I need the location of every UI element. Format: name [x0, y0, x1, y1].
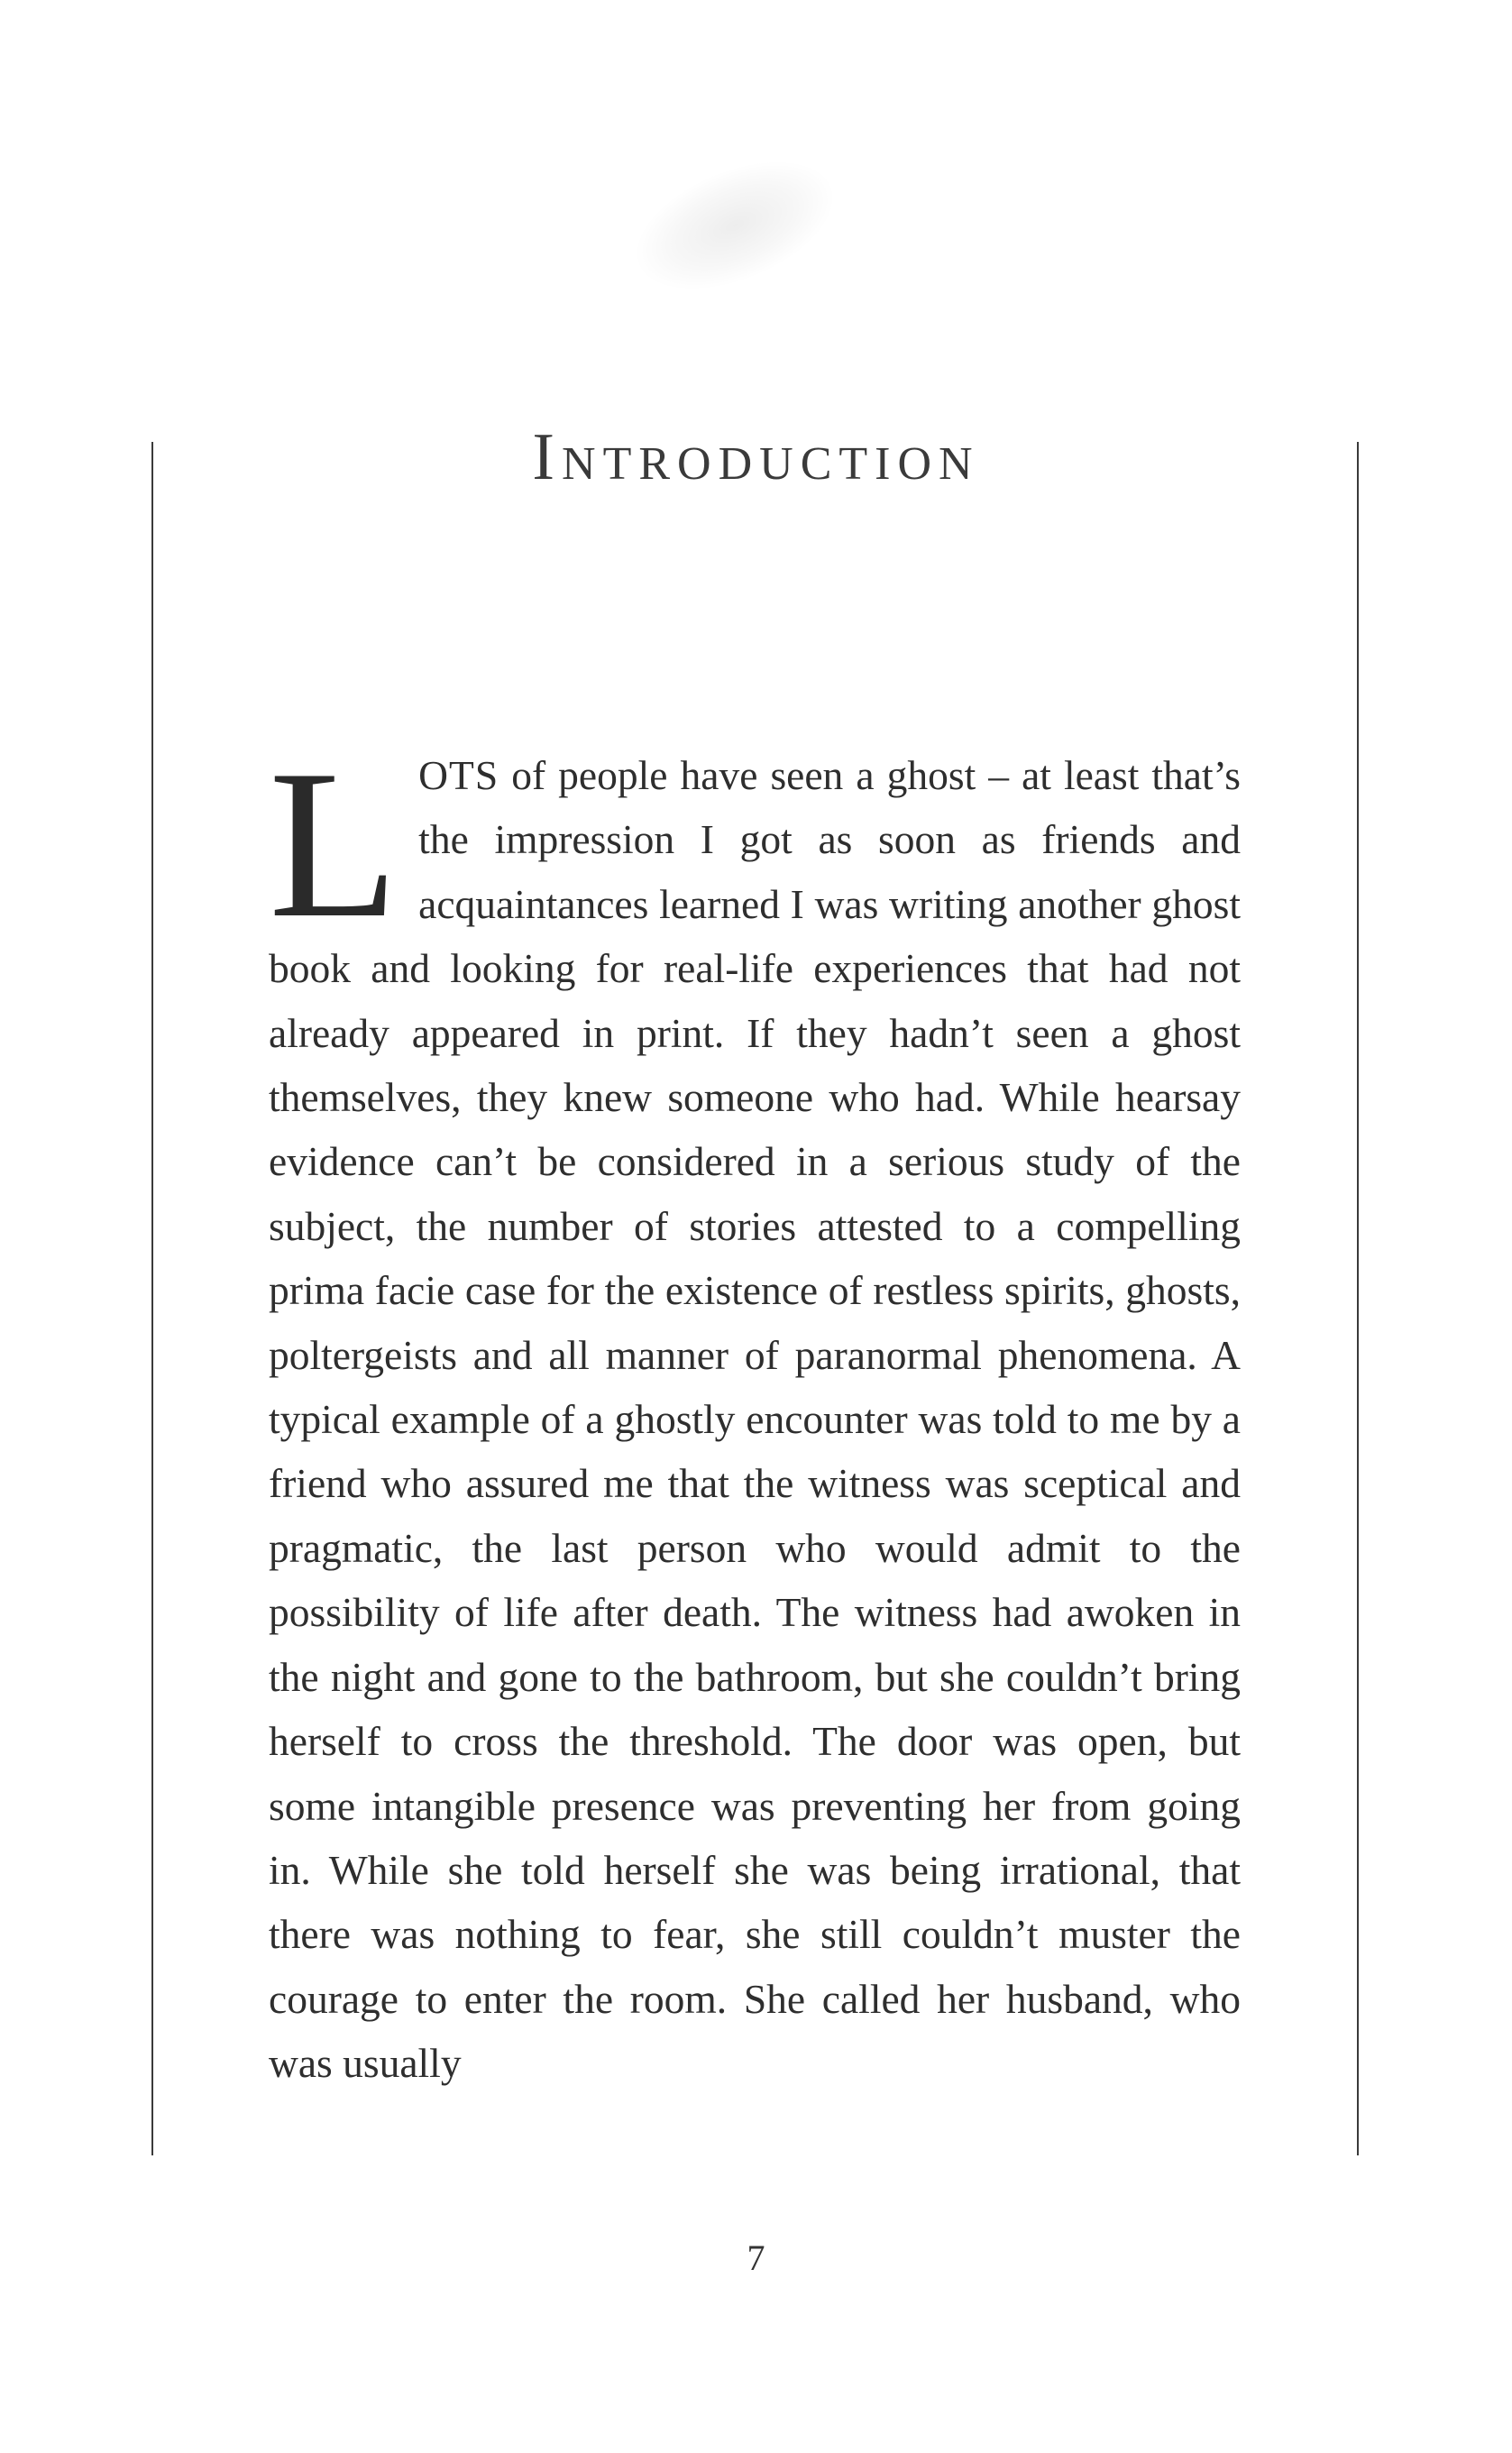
lead-in-caps: OTS [418, 752, 499, 798]
page-smudge [619, 136, 851, 314]
left-margin-rule [151, 442, 153, 2155]
page-number: 7 [747, 2237, 765, 2278]
chapter-title: Introduction [532, 420, 980, 494]
right-margin-rule [1357, 442, 1359, 2155]
paragraph-text: of people have seen a ghost – at least that’s the impression I got as soon as friends and acquaintances learned I was writing another ghost book and looking for real-life experiences that had not already appeared in print. If they hadn’t seen a ghost themselves, they knew someone who had. While hearsay evidence can’t be considered in a serious study of the subject, the number of stories attested to a compelling prima facie case for the existence of restless spirits, ghosts, poltergeists and all manner of paranormal phenomena. A typical example of a ghostly encounter was told to me by a friend who assured me that the witness was sceptical and pragmatic, the last person who would admit to the possibility of life after death. The witness had awoken in the night and gone to the bathroom, but she couldn’t bring herself to cross the threshold. The door was open, but some intangible presence was preventing her from going in. While she told herself she was being irrational, that there was nothing to fear, she still couldn’t muster the courage to enter the room. She called her husband, who was usually [269, 752, 1241, 2087]
body-paragraph [269, 727, 1241, 2096]
drop-cap: L [269, 727, 399, 962]
